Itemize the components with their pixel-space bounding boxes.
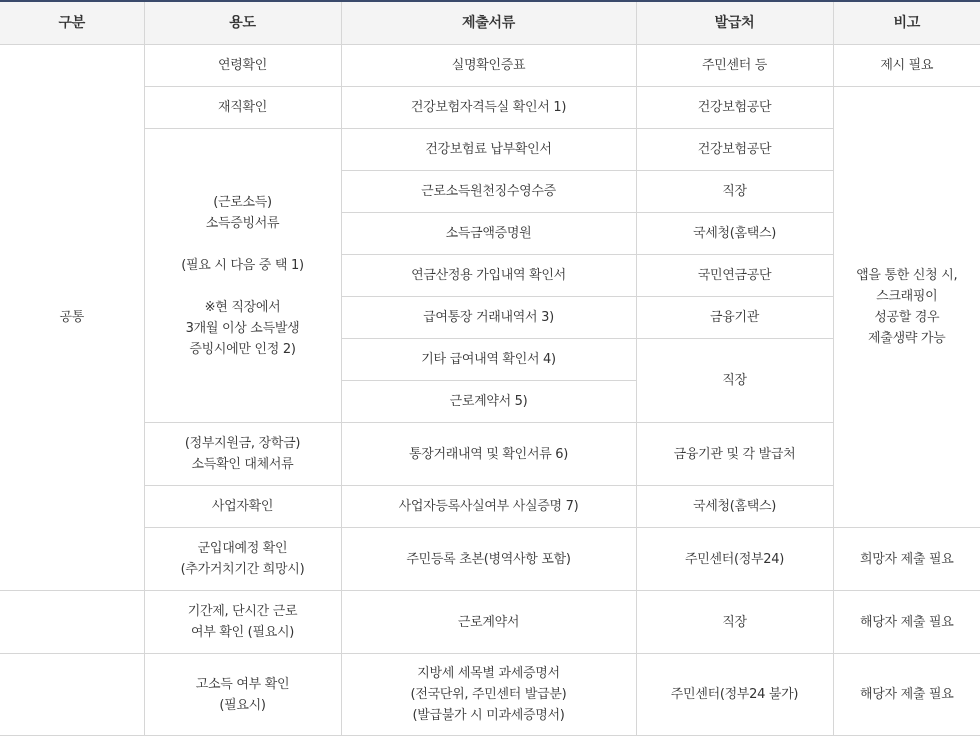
category-cell-empty	[0, 591, 144, 654]
remark-line: 스크래핑이	[876, 289, 938, 304]
usage-cell	[144, 591, 341, 654]
document-line: (전국단위, 주민센터 발급분)	[410, 687, 567, 702]
usage-line: 3개월 이상 소득발생	[185, 320, 300, 336]
document-line: 지방세 세목별 과세증명서	[417, 666, 560, 681]
table-row	[0, 528, 980, 591]
document-cell: 기타 급여내역 확인서 4)	[341, 339, 636, 381]
header-issuer: 발급처	[636, 1, 833, 45]
issuer-cell: 주민센터(정부24)	[636, 528, 833, 591]
table-header-row	[0, 1, 980, 45]
issuer-cell: 건강보험공단	[636, 87, 833, 129]
remark-line: 제출생략 가능	[868, 331, 946, 346]
issuer-cell: 직장	[636, 339, 833, 423]
category-cell-empty	[0, 654, 144, 736]
usage-line: (필요 시 다음 중 택 1)	[181, 257, 304, 273]
document-cell: 근로소득원천징수영수증	[341, 171, 636, 213]
remark-cell: 해당자 제출 필요	[833, 654, 980, 736]
document-cell: 사업자등록사실여부 사실증명 7)	[341, 486, 636, 528]
document-cell: 주민등록 초본(병역사항 포함)	[341, 528, 636, 591]
document-cell: 건강보험료 납부확인서	[341, 129, 636, 171]
document-cell: 건강보험자격득실 확인서 1)	[341, 87, 636, 129]
table-row	[0, 87, 980, 129]
document-line: (발급불가 시 미과세증명서)	[412, 708, 565, 723]
document-cell: 연금산정용 가입내역 확인서	[341, 255, 636, 297]
usage-line: (필요시)	[219, 697, 266, 713]
document-cell: 통장거래내역 및 확인서류 6)	[341, 423, 636, 486]
issuer-cell: 주민센터 등	[636, 45, 833, 87]
usage-line: 기간제, 단시간 근로	[187, 604, 298, 619]
remark-cell: 해당자 제출 필요	[833, 591, 980, 654]
usage-line: ※현 직장에서	[204, 299, 281, 315]
table-row	[0, 654, 980, 736]
usage-line: 소득증빙서류	[205, 215, 280, 231]
header-remarks: 비고	[833, 1, 980, 45]
usage-line: 고소득 여부 확인	[195, 676, 290, 692]
usage-cell	[144, 423, 341, 486]
table-row	[0, 591, 980, 654]
issuer-cell: 국세청(홈택스)	[636, 486, 833, 528]
document-cell: 근로계약서 5)	[341, 381, 636, 423]
issuer-cell: 직장	[636, 171, 833, 213]
document-cell: 급여통장 거래내역서 3)	[341, 297, 636, 339]
usage-line: 군입대예정 확인	[197, 541, 288, 556]
usage-cell: 재직확인	[144, 87, 341, 129]
document-cell: 실명확인증표	[341, 45, 636, 87]
issuer-cell: 국민연금공단	[636, 255, 833, 297]
category-common: 공통	[0, 45, 144, 591]
issuer-cell: 금융기관 및 각 발급처	[636, 423, 833, 486]
usage-line: (근로소득)	[213, 194, 272, 210]
usage-line: 증빙시에만 인정 2)	[189, 341, 296, 357]
usage-line: (정부지원금, 장학금)	[184, 436, 301, 451]
remark-line: 성공할 경우	[874, 310, 940, 325]
usage-cell: 사업자확인	[144, 486, 341, 528]
usage-cell: 연령확인	[144, 45, 341, 87]
issuer-cell: 금융기관	[636, 297, 833, 339]
header-documents: 제출서류	[341, 1, 636, 45]
app-scraping-remark	[833, 87, 980, 528]
usage-line: (추가거치기간 희망시)	[180, 562, 305, 577]
remark-line: 앱을 통한 신청 시,	[856, 268, 958, 283]
usage-line: 소득확인 대체서류	[191, 457, 294, 472]
issuer-cell: 국세청(홈택스)	[636, 213, 833, 255]
usage-cell	[144, 654, 341, 736]
issuer-cell: 주민센터(정부24 불가)	[636, 654, 833, 736]
usage-cell	[144, 528, 341, 591]
header-category: 구분	[0, 1, 144, 45]
issuer-cell: 건강보험공단	[636, 129, 833, 171]
header-usage: 용도	[144, 1, 341, 45]
remark-cell: 희망자 제출 필요	[833, 528, 980, 591]
usage-line: 여부 확인 (필요시)	[190, 625, 294, 640]
remark-cell: 제시 필요	[833, 45, 980, 87]
document-cell	[341, 654, 636, 736]
usage-spacer	[149, 234, 337, 255]
usage-spacer	[149, 276, 337, 297]
table-row	[0, 45, 980, 87]
document-cell: 근로계약서	[341, 591, 636, 654]
income-proof-usage	[144, 129, 341, 423]
document-cell: 소득금액증명원	[341, 213, 636, 255]
issuer-cell: 직장	[636, 591, 833, 654]
